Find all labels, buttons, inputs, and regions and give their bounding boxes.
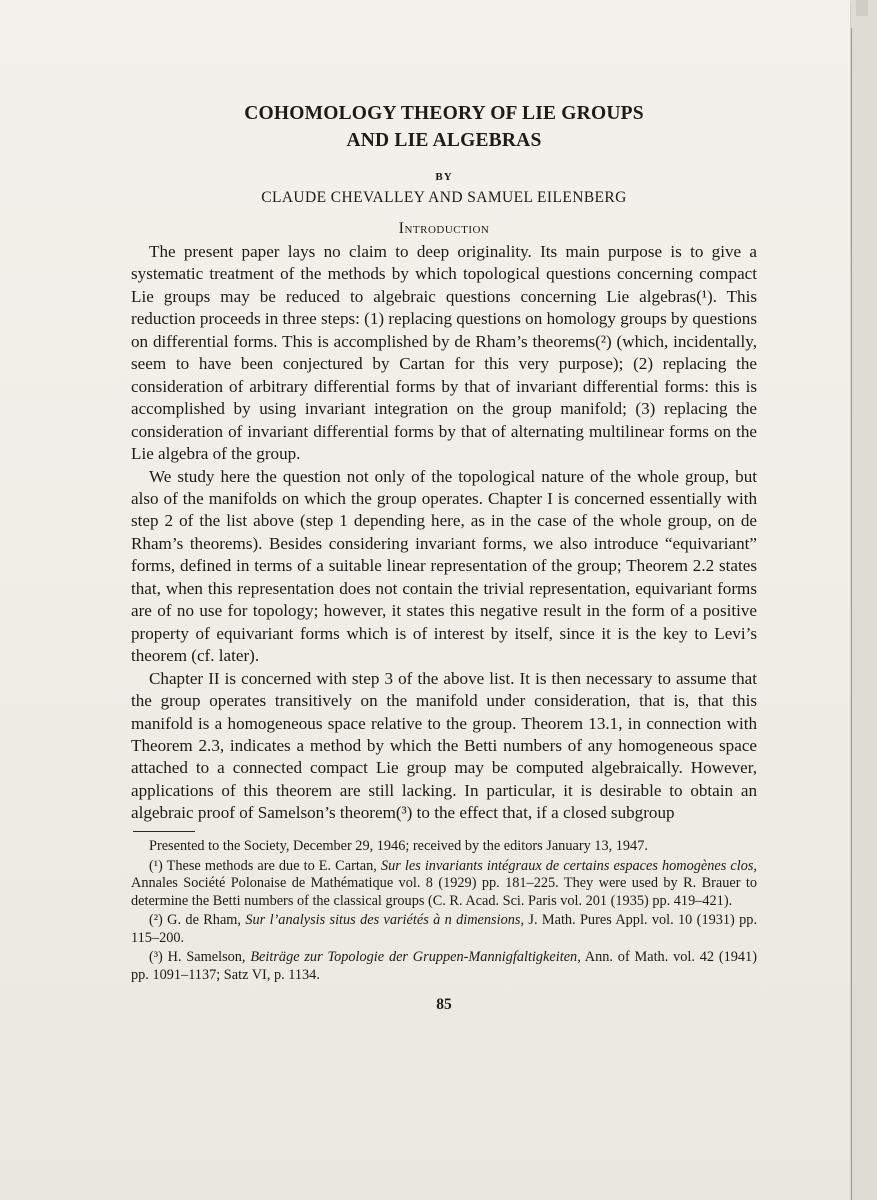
footnote-3-title: Beiträge zur Topologie der Gruppen-Mannigfaltigkeiten, xyxy=(250,949,581,966)
title-line-2: AND LIE ALGEBRAS xyxy=(346,130,542,151)
paragraph-3: Chapter II is concerned with step 3 of the above list. It is then necessary to assume that the group operates transitively on the manifold under consideration, that is, that this manifold is a homogeneous space relative to the group. Theorem 13.1, in connection with Theorem 2.3, indicates a method by which the Betti numbers of any homogeneous space attached to a connected compact Lie group may be computed algebraically. However, applications of this theorem are still lacking. In particular, it is desirable to obtain an algebraic proof of Samelson’s theorem(³) to the effect that, if a closed subgroup xyxy=(131,668,757,823)
footnote-3 xyxy=(131,949,757,984)
footnote-1-title: Sur les invariants intégraux de certains espaces homogènes clos, xyxy=(380,857,757,874)
footnote-3-marker: (³) xyxy=(149,949,163,966)
footnote-2 xyxy=(131,912,757,947)
footnotes xyxy=(131,838,757,984)
title-line-1: COHOMOLOGY THEORY OF LIE GROUPS xyxy=(244,103,644,124)
section-heading: Introduction xyxy=(398,220,490,237)
authors: CLAUDE CHEVALLEY AND SAMUEL EILENBERG xyxy=(261,189,627,206)
page-content xyxy=(131,100,757,1014)
footnote-1-marker: (¹) xyxy=(149,857,163,874)
footnote-2-title: Sur l’analysis situs des variétés à n dimensions, xyxy=(245,912,525,929)
paragraph-1: The present paper lays no claim to deep originality. Its main purpose is to give a systematic treatment of the methods by which topological questions concerning compact Lie groups may be reduced to algebraic questions concerning Lie algebras(¹). This reduction proceeds in three steps: (1) replacing questions on homology groups by questions on differential forms. This is accomplished by de Rham’s theorems(²) (which, incidentally, seem to have been conjectured by Cartan for this very purpose); (2) replacing the consideration of arbitrary differential forms by that of invariant differential forms: this is accomplished by using invariant integration on the group manifold; (3) replacing the consideration of invariant differential forms by that of alternating multilinear forms on the Lie algebra of the group. xyxy=(131,242,757,464)
footnote-2-rest: J. Math. Pures Appl. vol. 10 (1931) pp. 115–200. xyxy=(131,912,758,946)
byline-label: BY xyxy=(435,171,453,183)
footnote-2-marker: (²) xyxy=(149,912,163,929)
footnote-1-lead: These methods are due to E. Cartan, xyxy=(166,857,377,874)
footnote-3-rest: Ann. of Math. vol. 42 (1941) pp. 1091–1137; Satz VI, p. 1134. xyxy=(131,949,757,983)
paragraph-2: We study here the question not only of the topological nature of the whole group, but also of the manifolds on which the group operates. Chapter I is concerned essentially with step 2 of the list above (step 1 depending here, as in the case of the whole group, on de Rham’s theorems). Besides considering invariant forms, we also introduce “equivariant” forms, defined in terms of a suitable linear representation of the group; Theorem 2.2 states that, when this representation does not contain the trivial representation, equivariant forms are of no use for topology; however, it states this negative result in the form of a positive property of equivariant forms which is of interest by itself, since it is the key to Levi’s theorem (cf. later). xyxy=(131,466,757,666)
footnote-1-rest: Annales Société Polonaise de Mathématique vol. 8 (1929) pp. 181–225. They were used by R. Brauer to determine the Betti numbers of the classical groups (C. R. Acad. Sci. Paris vol. 201 (1935) pp. 419–421). xyxy=(131,875,757,909)
corner-tab xyxy=(856,0,868,16)
footnote-1 xyxy=(131,858,757,911)
background-strip xyxy=(852,0,877,1200)
footnote-presented: Presented to the Society, December 29, 1946; received by the editors January 13, 1947. xyxy=(149,838,648,855)
footnote-2-lead: G. de Rham, xyxy=(167,912,241,929)
footnote-rule xyxy=(133,831,195,833)
footnote-3-lead: H. Samelson, xyxy=(167,949,246,966)
article-title xyxy=(131,100,757,154)
page-number: 85 xyxy=(436,996,452,1014)
